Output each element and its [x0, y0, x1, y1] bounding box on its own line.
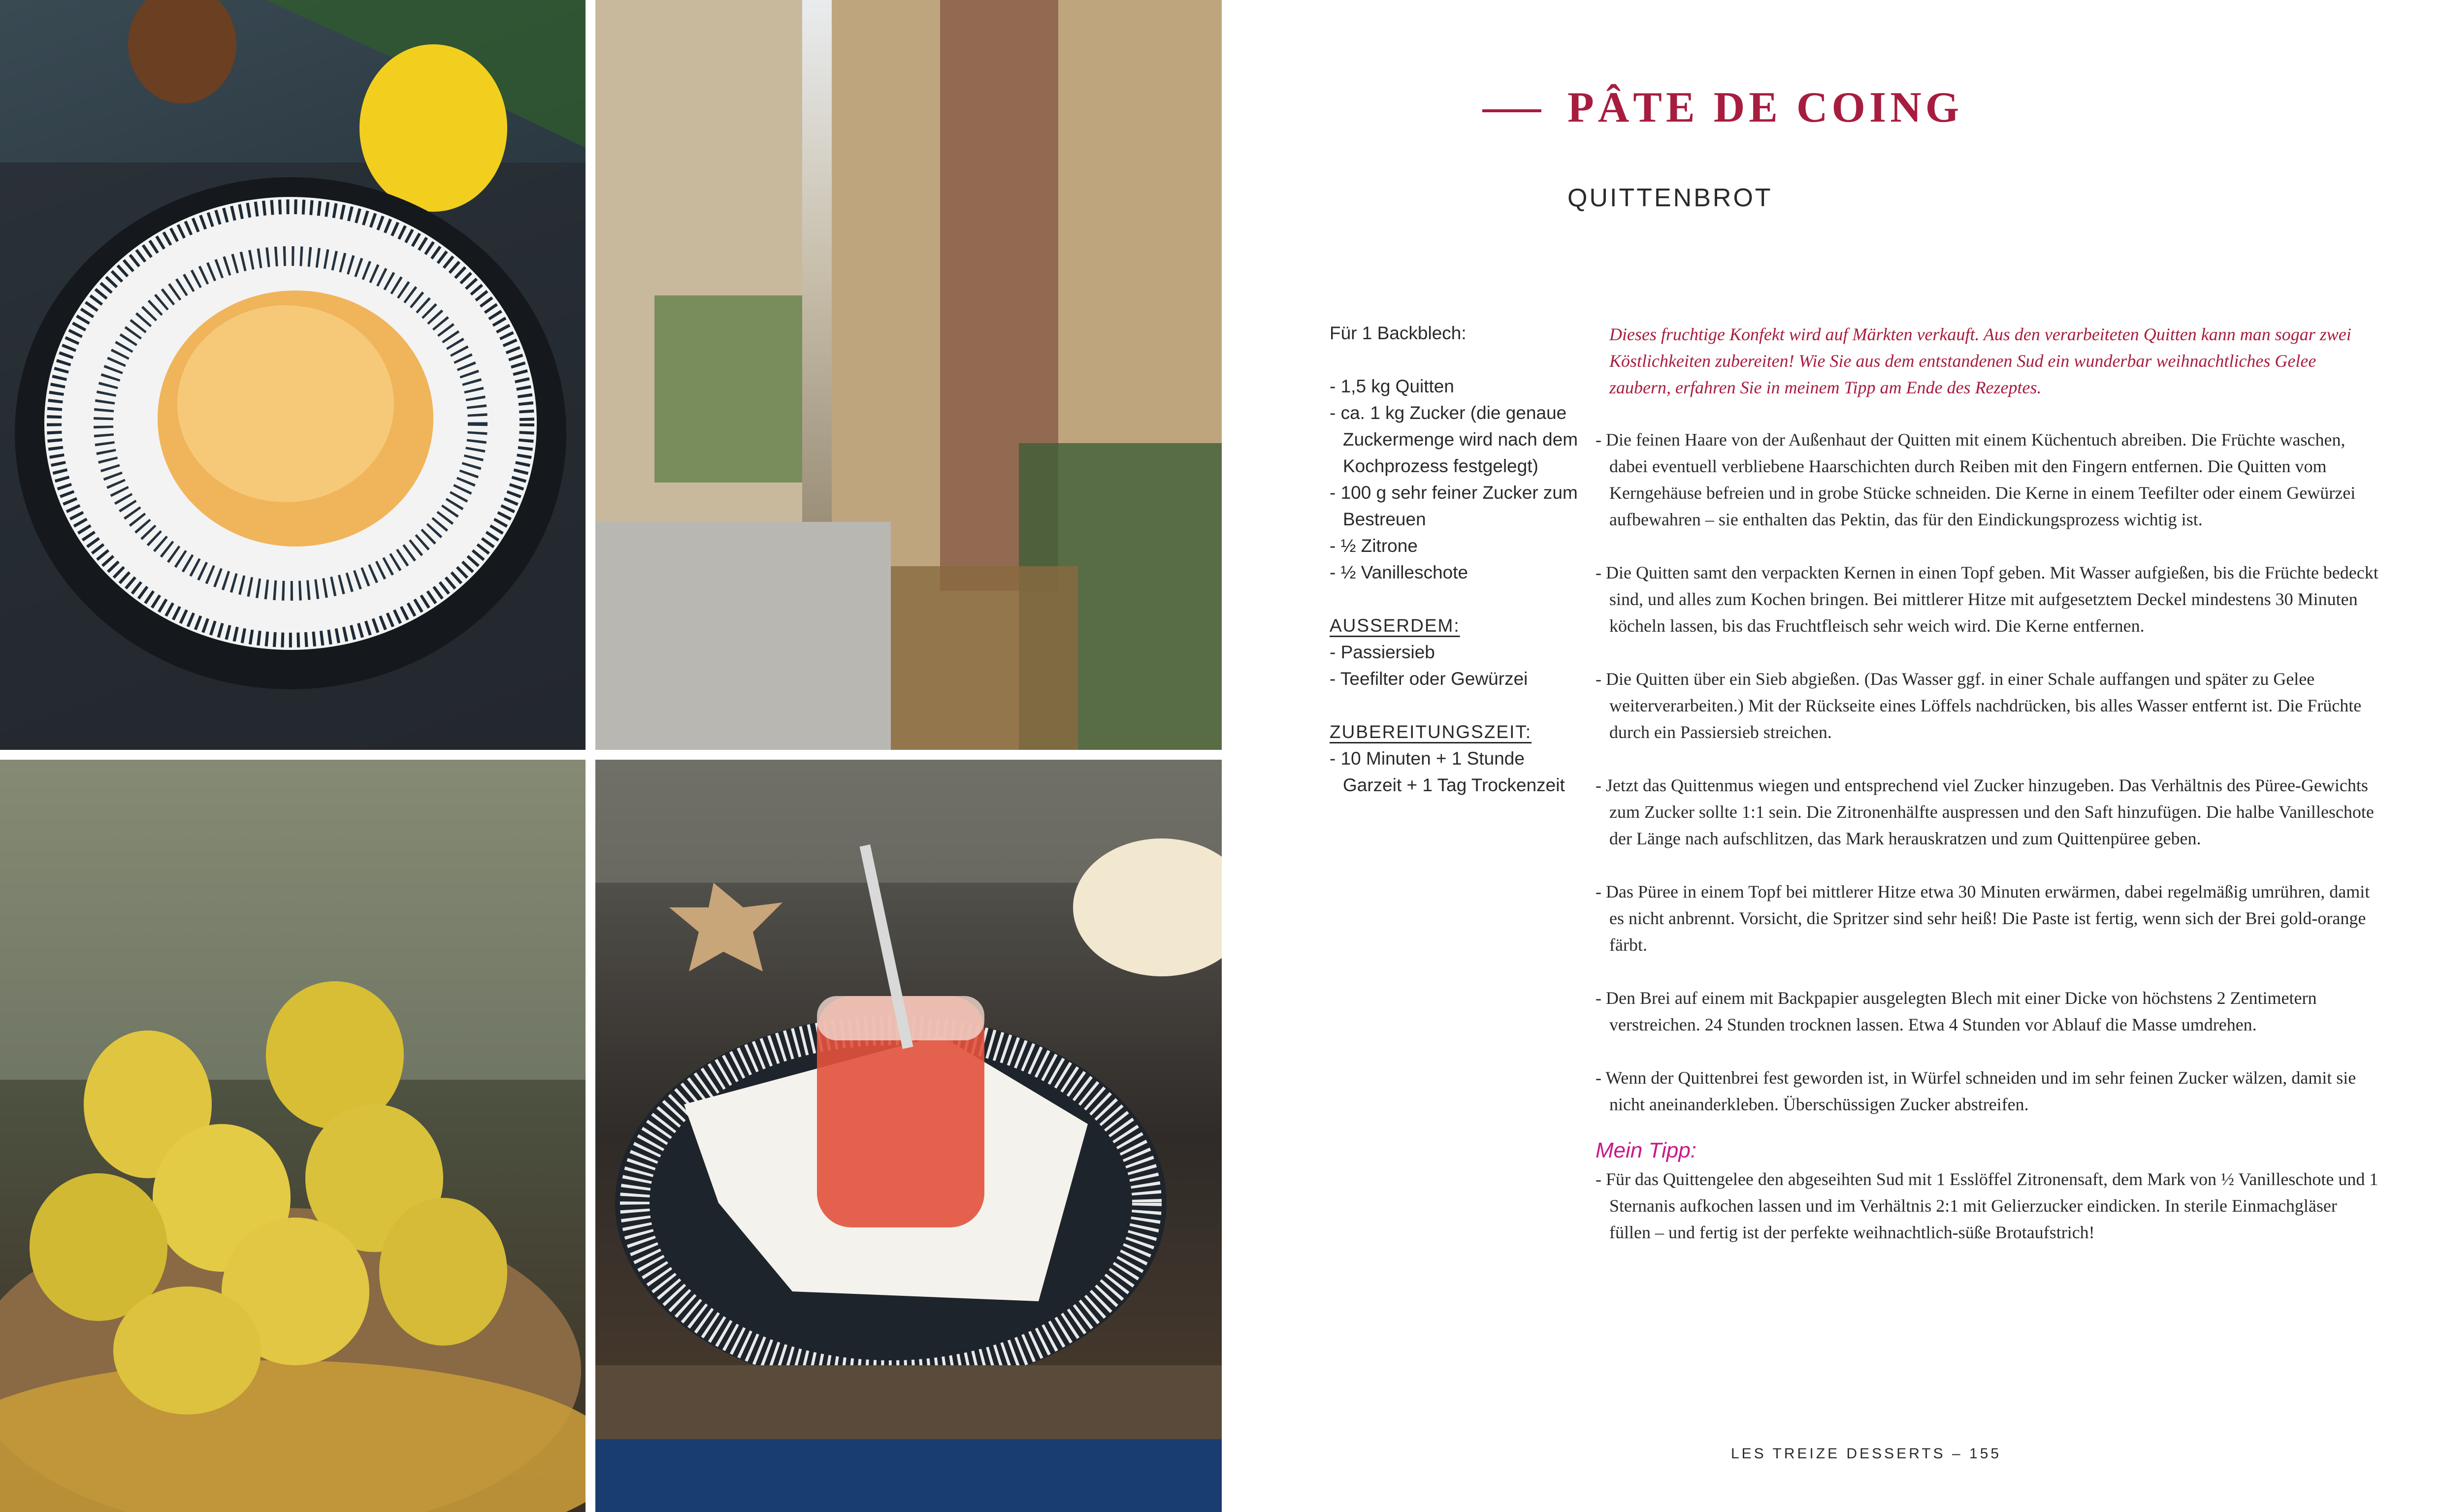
step-item: - Das Püree in einem Topf bei mittlerer Hitze etwa 30 Minuten erwärmen, dabei regelmäßig umrühren, damit es nicht anbrennt. Vorsicht, die Spritzer sind sehr heiß! Die Paste ist fertig, wenn sich der Brei gold-orange färbt. — [1596, 882, 2370, 955]
photo-quince-paste-plate — [0, 0, 586, 750]
photo-quince-jelly-jar — [595, 760, 1222, 1512]
steps-column — [1596, 426, 2378, 1246]
extra-item: - Passiersieb — [1330, 642, 1435, 662]
step-item: - Wenn der Quittenbrei fest geworden ist, in Würfel schneiden und im sehr feinen Zucker wälzen, damit sie nicht aneinanderkleben. Überschüssigen Zucker abstreifen. — [1596, 1068, 2356, 1114]
ingredient-item: - ca. 1 kg Zucker (die genaue Zuckermenge wird nach dem Kochprozess festgelegt) — [1330, 403, 1578, 476]
ingredient-item: - 100 g sehr feiner Zucker zum Bestreuen — [1330, 483, 1578, 529]
step-item: - Jetzt das Quittenmus wiegen und entsprechend viel Zucker hinzugeben. Das Verhältnis des Püree-Gewichts zum Zucker sollte 1:1 sein. Die Zitronenhälfte auspressen und den Saft hinzufügen. Die halbe Vanilleschote der Länge nach aufschlitzen, das Mark herauskratzen und zum Quittenpüree geben. — [1596, 775, 2374, 848]
photo-quince-basket — [0, 760, 586, 1512]
extras-heading: AUSSERDEM: — [1330, 615, 1460, 636]
time-heading: ZUBEREITUNGSZEIT: — [1330, 722, 1532, 742]
ingredient-item: - ½ Zitrone — [1330, 536, 1418, 556]
tip-text: - Für das Quittengelee den abgeseihten Sud mit 1 Esslöffel Zitronensaft, dem Mark von ½ Vanilleschote und 1 Sternanis aufkochen lassen und im Verhältnis 2:1 mit Gelierzucker eindicken. In sterile Einmachgläser füllen – und fertig ist der perfekte weihnachtlich-süße Brotaufstrich! — [1596, 1169, 2378, 1242]
step-item: - Die feinen Haare von der Außenhaut der Quitten mit einem Küchentuch abreiben. Die Früchte waschen, dabei eventuell verbliebene Haarschichten durch Reiben mit den Fingern entfernen. Die Quitten vom Kerngehäuse befreien und in grobe Stücke schneiden. Die Kerne in einem Teefilter oder einem Gewürzei aufbewahren – sie enthalten das Pektin, das für den Eindickungsprozess wichtig ist. — [1596, 430, 2356, 529]
ingredient-item: - 1,5 kg Quitten — [1330, 376, 1454, 396]
recipe-subtitle: QUITTENBROT — [1567, 184, 1773, 212]
recipe-title: PÂTE DE COING — [1567, 84, 1963, 131]
time-item: - 10 Minuten + 1 Stunde Garzeit + 1 Tag Trockenzeit — [1330, 748, 1565, 795]
page-footer: LES TREIZE DESSERTS – 155 — [1731, 1446, 2002, 1462]
ingredients-column — [1330, 320, 1586, 799]
extra-item: - Teefilter oder Gewürzei — [1330, 669, 1528, 689]
step-item: - Den Brei auf einem mit Backpapier ausgelegten Blech mit einer Dicke von höchstens 2 Zentimetern verstreichen. 24 Stunden trocknen lassen. Etwa 4 Stunden vor Ablauf die Masse umdrehen. — [1596, 988, 2317, 1034]
title-rule — [1482, 109, 1541, 112]
ingredients-intro: Für 1 Backblech: — [1330, 323, 1466, 343]
tip-heading: Mein Tipp: — [1596, 1138, 1697, 1162]
intro-text: Dieses fruchtige Konfekt wird auf Märkten verkauft. Aus den verarbeiteten Quitten kann man sogar zwei Köstlichkeiten zubereiten! Wie Sie aus dem entstandenen Sud ein wunderbar weihnachtliches Gelee zaubern, erfahren Sie in meinem Tipp am Ende des Rezeptes. — [1609, 324, 2351, 397]
ingredient-item: - ½ Vanilleschote — [1330, 562, 1468, 582]
step-item: - Die Quitten über ein Sieb abgießen. (Das Wasser ggf. in einer Schale auffangen und später zu Gelee weiterverarbeiten.) Mit der Rückseite eines Löffels nachdrücken, bis alles Wasser entfernt ist. Die Früchte durch ein Passiersieb streichen. — [1596, 669, 2362, 742]
photo-provence-street — [595, 0, 1222, 750]
step-item: - Die Quitten samt den verpackten Kernen in einen Topf geben. Mit Wasser aufgießen, bis die Früchte bedeckt sind, und alles zum Kochen bringen. Bei mittlerer Hitze mit aufgesetztem Deckel mindestens 30 Minuten köcheln lassen, bis das Fruchtfleisch sehr weich wird. Die Kerne entfernen. — [1596, 563, 2378, 636]
